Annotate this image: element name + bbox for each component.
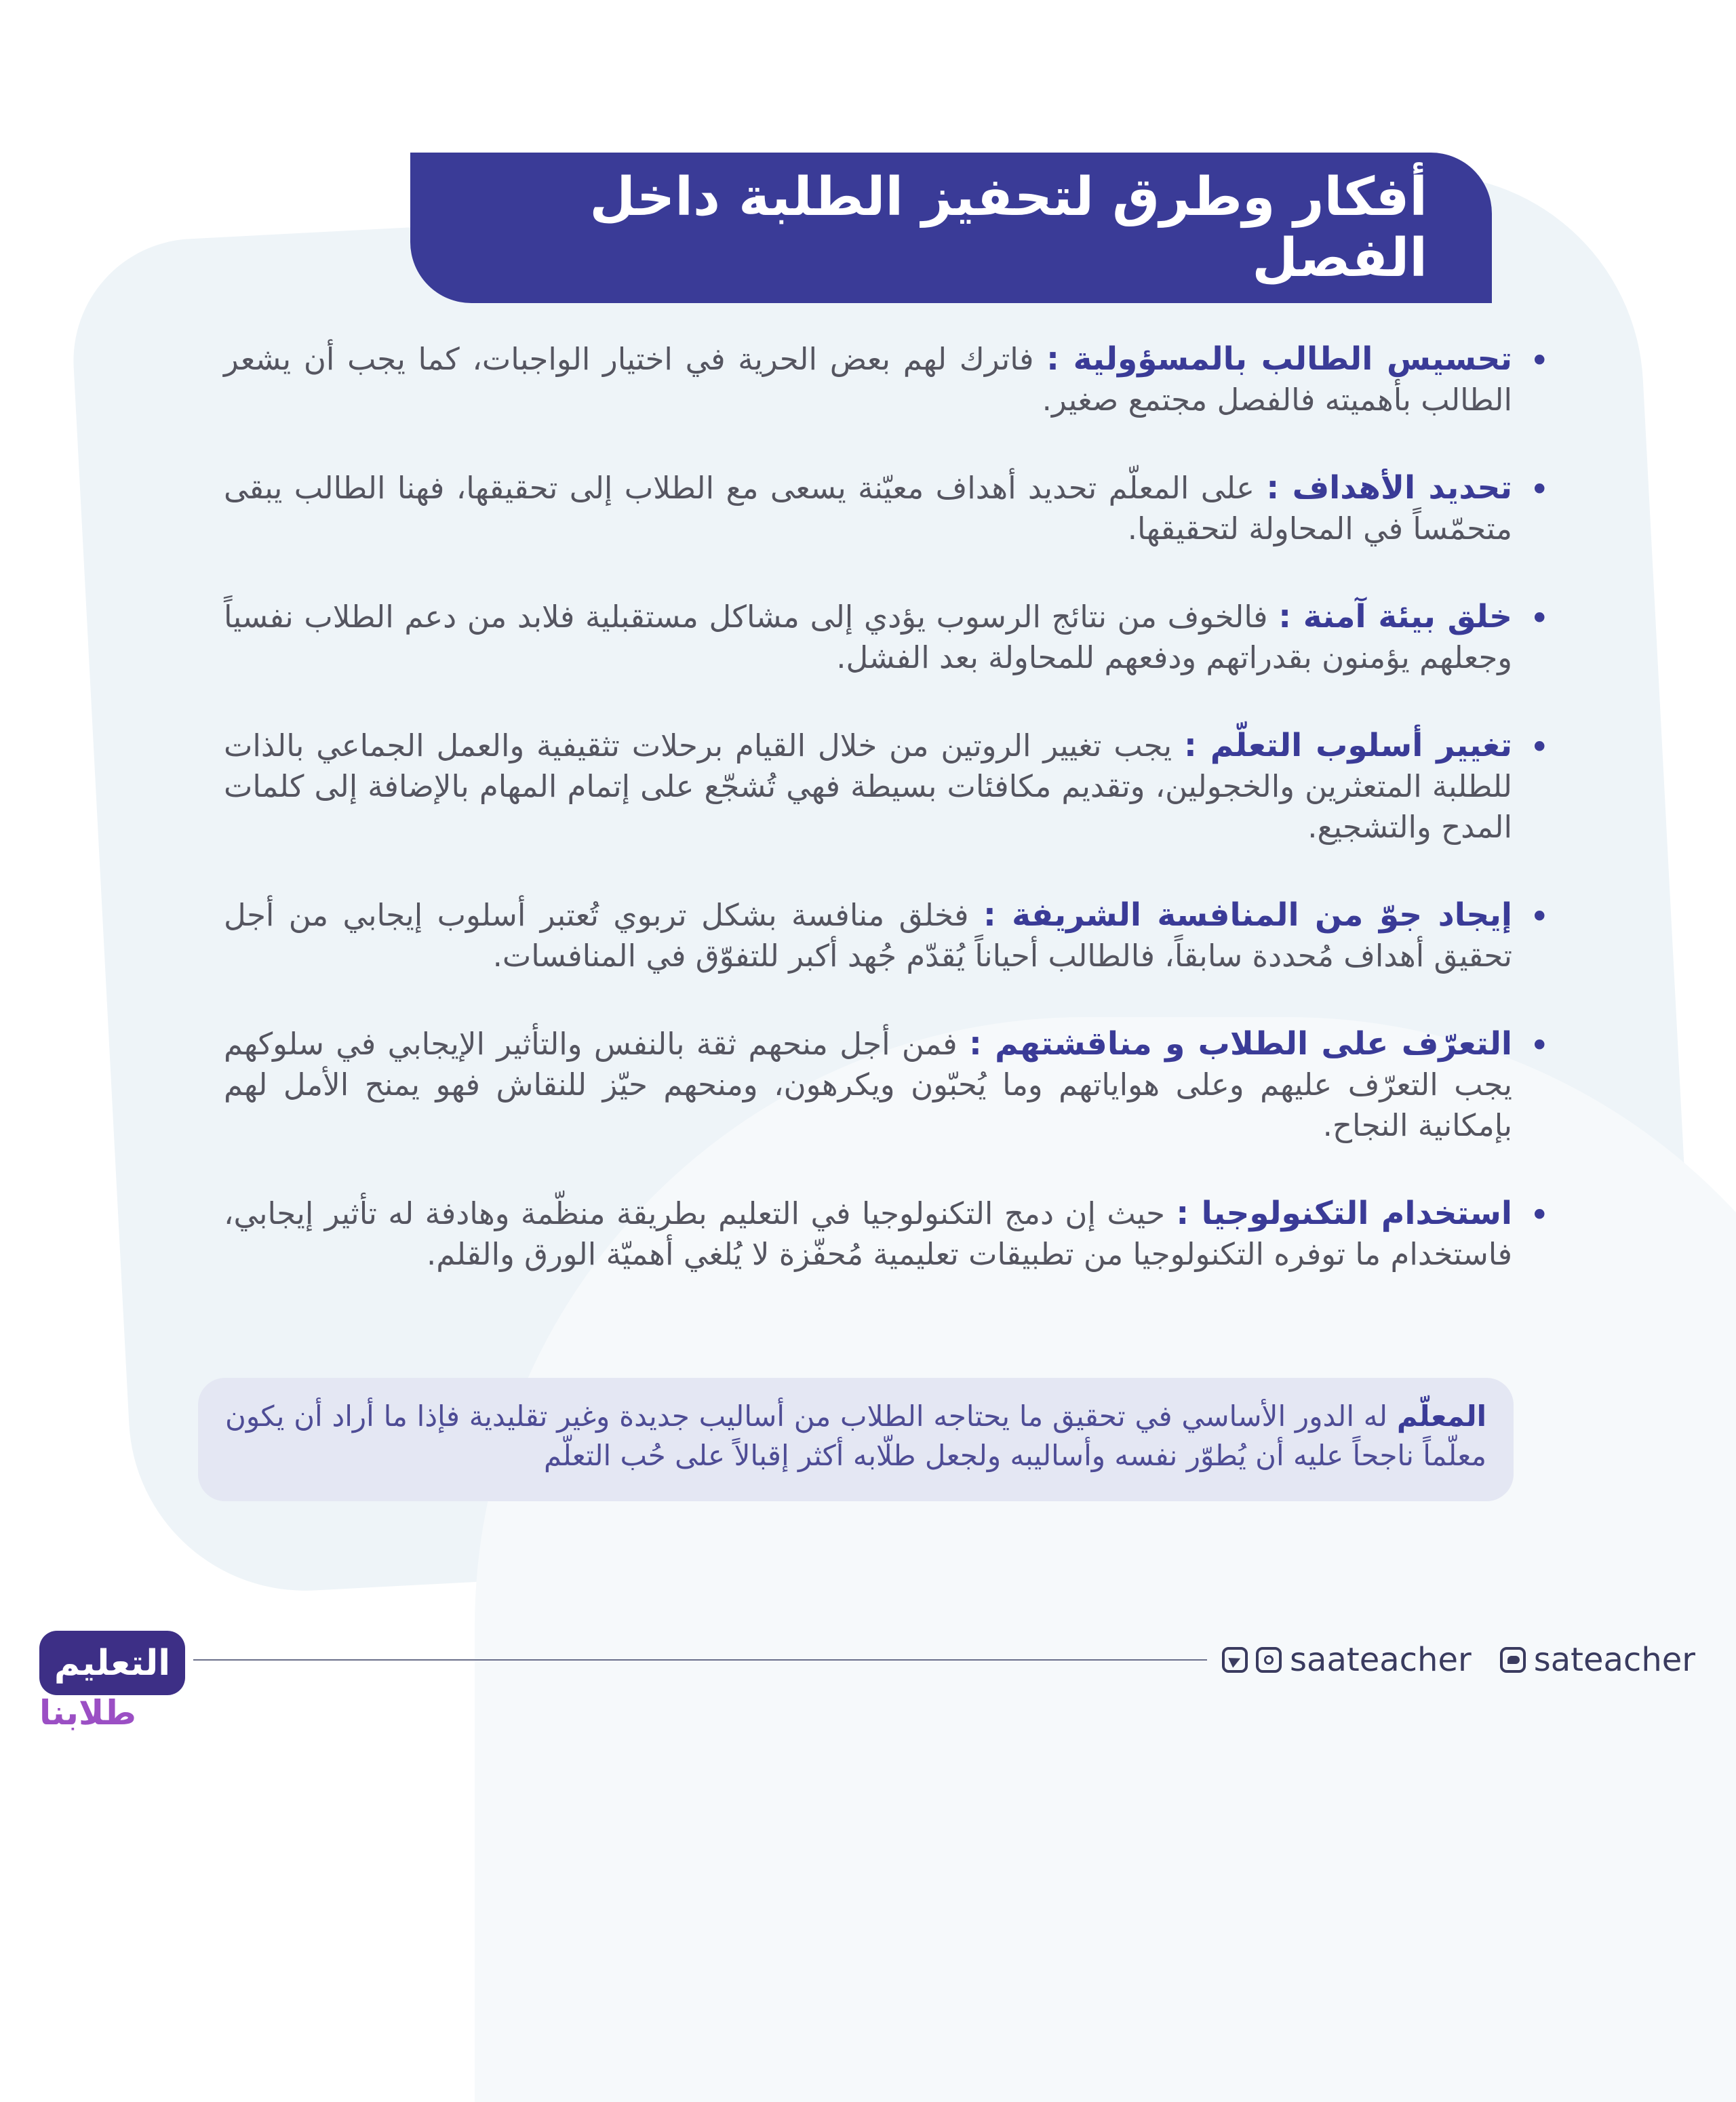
telegram-icon[interactable] <box>1222 1647 1248 1673</box>
bullet-icon: • <box>1529 1026 1550 1065</box>
item-heading: تغيير أسلوب التعلّم : <box>1184 727 1512 764</box>
item-heading: تحسيس الطالب بالمسؤولية : <box>1046 340 1513 378</box>
footer-divider <box>193 1659 1207 1661</box>
list-item <box>224 339 1550 420</box>
note-text: له الدور الأساسي في تحقيق ما يحتاجه الطلاب من أساليب جديدة وغير تقليدية فإذا ما أراد أن يكون معلّماً ناجحاً عليه أن يُطوّر نفسه وأساليبه ولجعل طلّابه أكثر إقبالاً على حُب التعلّم <box>225 1400 1486 1472</box>
list-item <box>224 895 1550 976</box>
item-heading: التعرّف على الطلاب و مناقشتهم : <box>969 1025 1513 1063</box>
bullet-icon: • <box>1529 897 1550 936</box>
tips-list <box>224 339 1550 1322</box>
instagram-handle[interactable]: saateacher <box>1290 1641 1472 1679</box>
list-item <box>224 726 1550 848</box>
brand-logo <box>39 1631 185 1732</box>
item-text: فالخوف من نتائج الرسوب يؤدي إلى مشاكل مستقبلية فلابد من دعم الطلاب نفسياً وجعلهم يؤمنون بقدراتهم ودفعهم للمحاولة بعد الفشل. <box>224 599 1512 675</box>
list-item <box>224 1024 1550 1146</box>
list-item <box>224 468 1550 549</box>
item-text: على المعلّم تحديد أهداف معيّنة يسعى مع الطلاب إلى تحقيقها، فهنا الطالب يبقى متحمّساً في المحاولة لتحقيقها. <box>224 470 1512 547</box>
item-text: فاترك لهم بعض الحرية في اختيار الواجبات، كما يجب أن يشعر الطالب بأهميته فالفصل مجتمع صغير. <box>224 341 1512 418</box>
item-text: يجب تغيير الروتين من خلال القيام برحلات تثقيفية والعمل الجماعي بالذات للطلبة المتعثرين والخجولين، وتقديم مكافئات بسيطة فهي تُشجّع على إتمام المهام بالإضافة إلى كلمات المدح والتشجيع. <box>224 728 1512 845</box>
bullet-icon: • <box>1529 728 1550 767</box>
social-handles <box>1222 1640 1695 1680</box>
list-item <box>224 1193 1550 1275</box>
bullet-icon: • <box>1529 470 1550 509</box>
title-banner <box>410 153 1492 303</box>
item-heading: استخدام التكنولوجيا : <box>1176 1195 1512 1232</box>
twitter-handle[interactable]: sateacher <box>1533 1641 1695 1679</box>
page-title: أفكار وطرق لتحفيز الطلبة داخل الفصل <box>589 167 1427 289</box>
list-item <box>224 597 1550 678</box>
bullet-icon: • <box>1529 341 1550 380</box>
bullet-icon: • <box>1529 1195 1550 1235</box>
instagram-icon[interactable] <box>1256 1647 1282 1673</box>
item-text: فخلق منافسة بشكل تربوي تُعتبر أسلوب إيجابي من أجل تحقيق أهداف مُحددة سابقاً، فالطالب أحياناً يُقدّم جُهد أكبر للتفوّق في المنافسات. <box>224 897 1512 974</box>
logo-sub: طلابنا <box>39 1693 137 1732</box>
item-heading: خلق بيئة آمنة : <box>1278 598 1512 635</box>
item-heading: تحديد الأهداف : <box>1266 469 1512 507</box>
item-text: فمن أجل منحهم ثقة بالنفس والتأثير الإيجابي في سلوكهم يجب التعرّف عليهم وعلى هواياتهم وما يُحبّون ويكرهون، ومنحهم حيّز للنقاش فهو يمنح الأمل لهم بإمكانية النجاح. <box>224 1026 1512 1143</box>
twitter-icon[interactable] <box>1500 1647 1526 1673</box>
conclusion-note <box>198 1378 1514 1501</box>
item-heading: إيجاد جوّ من المنافسة الشريفة : <box>983 896 1513 934</box>
bullet-icon: • <box>1529 599 1550 638</box>
logo-main: التعليم <box>39 1631 185 1695</box>
item-text: حيث إن دمج التكنولوجيا في التعليم بطريقة منظّمة وهادفة له تأثير إيجابي، فاستخدام ما توفره التكنولوجيا من تطبيقات تعليمية مُحفّزة لا يُلغي أهميّة الورق والقلم. <box>224 1195 1512 1272</box>
note-strong: المعلّم <box>1396 1400 1486 1433</box>
